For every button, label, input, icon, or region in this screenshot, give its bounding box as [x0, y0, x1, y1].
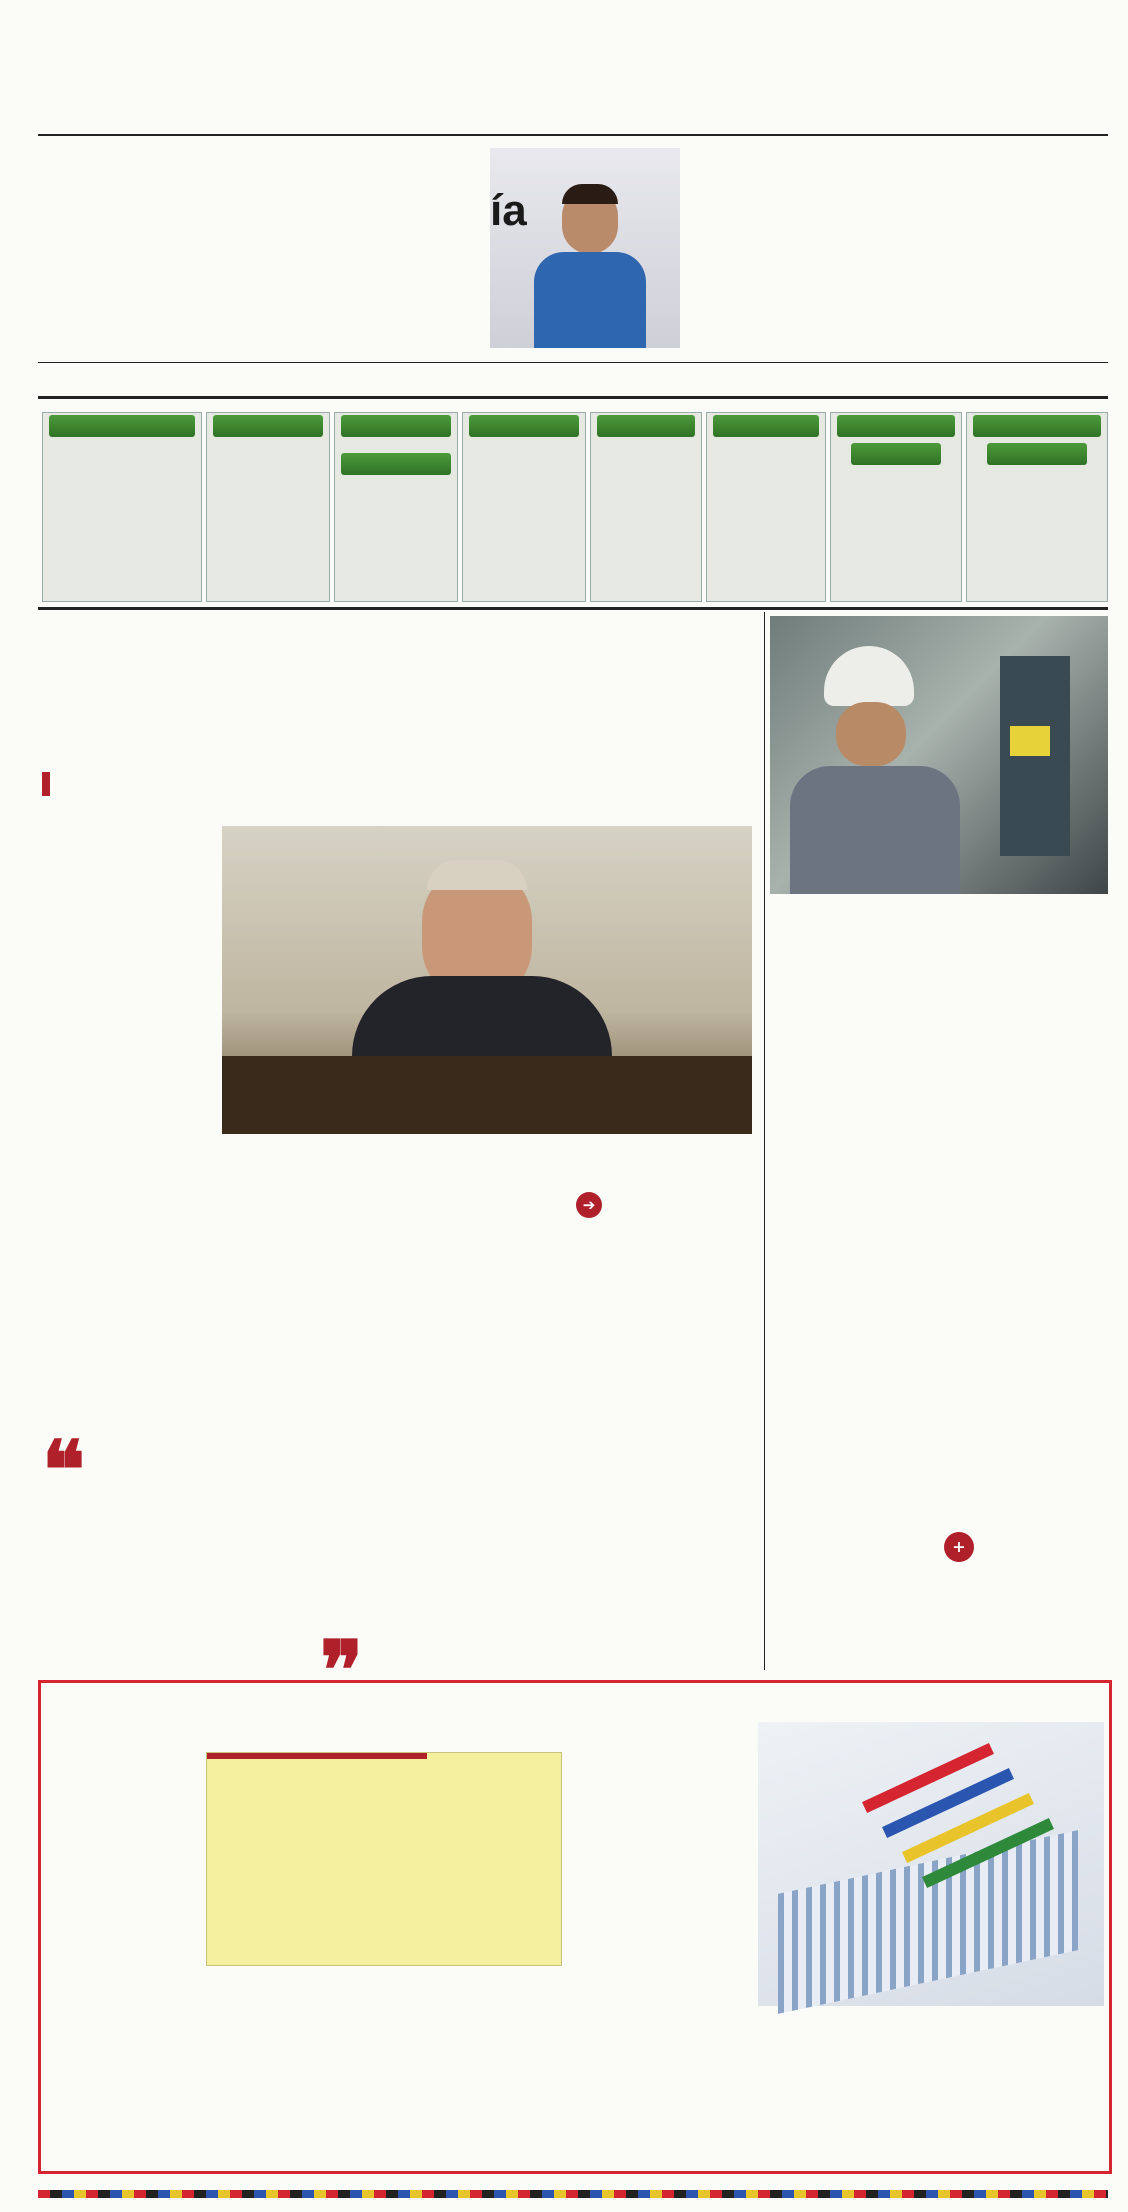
desk — [222, 1056, 752, 1134]
devaluacion-panel — [706, 412, 826, 602]
monedas-panel — [42, 412, 202, 602]
registration-strip — [38, 2190, 1108, 2198]
cafe-panel — [206, 412, 330, 602]
plus-icon: + — [944, 1532, 974, 1562]
header-rule — [38, 134, 1108, 136]
helmet — [824, 646, 914, 706]
close-quote-icon: ❞ — [320, 1623, 364, 1717]
brief-2 — [258, 230, 480, 232]
main-photo — [222, 826, 752, 1134]
person-shirt — [534, 252, 646, 348]
panel-title — [341, 453, 451, 475]
panel-title — [469, 415, 579, 437]
masthead-bar — [38, 104, 1108, 134]
markets-top-rule — [38, 396, 1108, 399]
main-col-2 — [222, 1186, 352, 1189]
box-text — [207, 1759, 561, 1769]
brief-4 — [908, 230, 1108, 232]
dato-box — [944, 1532, 1108, 1566]
panel-title — [597, 415, 695, 437]
panel-title — [49, 415, 195, 437]
comfenalco-col-3 — [392, 1972, 562, 1980]
tasas-panel — [462, 412, 586, 602]
marker-red — [862, 1743, 994, 1813]
highlight-text — [576, 1190, 756, 1386]
deck-marker — [42, 772, 50, 796]
column-divider — [764, 612, 765, 1670]
panel-title — [713, 415, 819, 437]
acerca-bono-box — [206, 1752, 562, 1966]
panel-title — [213, 415, 323, 437]
oro-panel — [966, 412, 1108, 602]
brief-3 — [698, 230, 894, 232]
comfenalco-photo — [758, 1722, 1104, 2006]
panel-title — [851, 443, 941, 465]
pump — [1000, 656, 1070, 856]
panel-title — [973, 415, 1101, 437]
main-col-4 — [576, 1190, 756, 1386]
webcam-photo: ía — [490, 148, 680, 348]
panel-title — [987, 443, 1087, 465]
uvr-panel — [334, 412, 458, 602]
briefs-rule — [38, 362, 1108, 363]
brief-1 — [44, 230, 244, 232]
markets-bottom-rule — [38, 607, 1108, 610]
sic-photo — [770, 616, 1108, 894]
worker-body — [790, 766, 960, 894]
main-col-3 — [362, 1190, 562, 1198]
panel-title — [837, 415, 955, 437]
seal — [1010, 726, 1050, 756]
worker-face — [836, 702, 906, 766]
open-quote-icon: ❝ — [42, 1423, 86, 1517]
panel-title — [341, 415, 451, 437]
marker-blue — [882, 1768, 1014, 1838]
petroleo-panel — [590, 412, 702, 602]
sic-col-1 — [770, 1052, 935, 1060]
arrow-icon: ➔ — [576, 1192, 602, 1218]
notebook-spiral — [778, 1830, 1078, 2014]
inflacion-panel — [830, 412, 962, 602]
